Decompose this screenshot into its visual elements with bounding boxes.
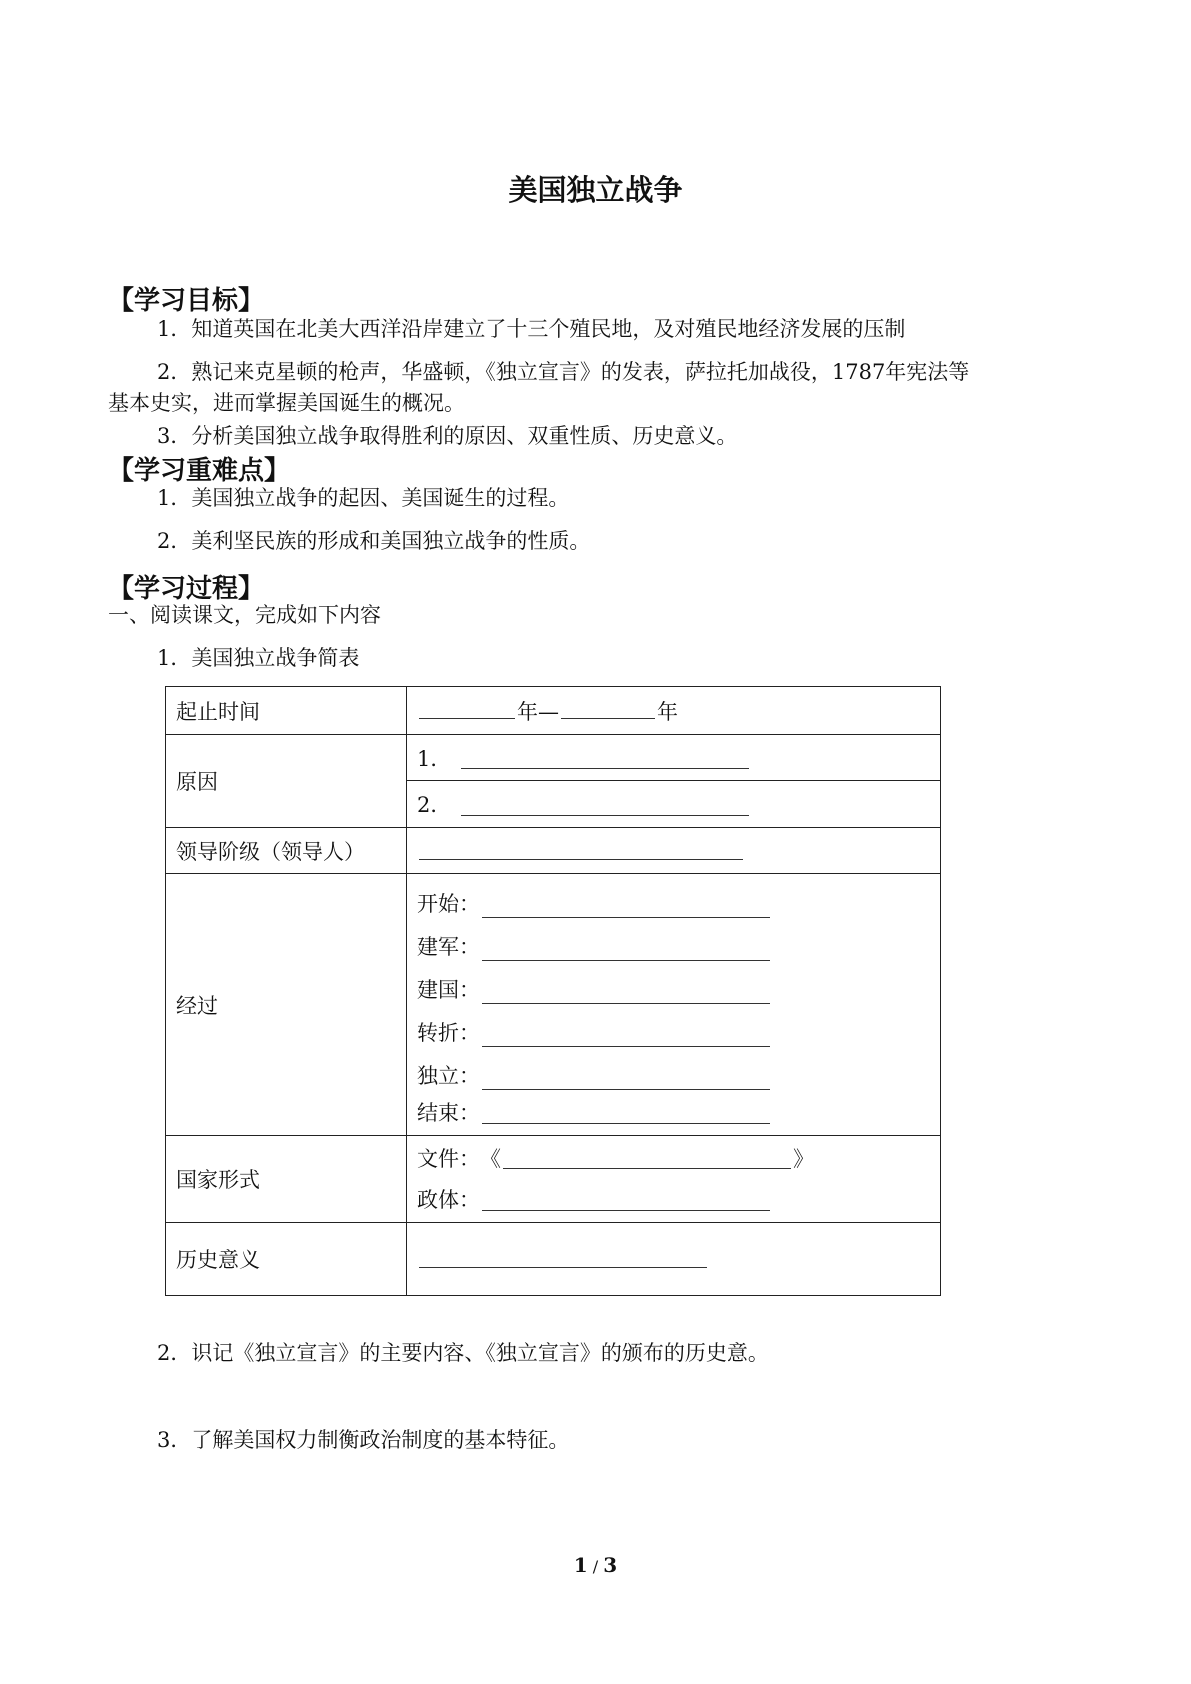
course-independence-label: 独立： bbox=[417, 1063, 480, 1088]
course-turn-label: 转折： bbox=[417, 1020, 480, 1045]
table-row bbox=[166, 828, 941, 874]
cause-2-blank[interactable] bbox=[461, 793, 749, 816]
doc-blank[interactable] bbox=[503, 1146, 791, 1169]
table-row bbox=[166, 735, 941, 828]
table-row bbox=[166, 687, 941, 735]
page-current: 1 bbox=[573, 1553, 588, 1577]
doc-label: 文件： bbox=[417, 1146, 480, 1171]
leader-label: 领导阶级（领导人） bbox=[166, 828, 407, 874]
objective-2-cont: 基本史实，进而掌握美国诞生的概况。 bbox=[108, 391, 465, 415]
cause-row-1 bbox=[407, 735, 940, 781]
course-item-state bbox=[407, 961, 940, 1004]
year-char-1: 年— bbox=[517, 699, 559, 724]
process-intro: 一、阅读课文，完成如下内容 bbox=[108, 603, 381, 627]
course-item-start bbox=[407, 875, 940, 918]
key-point-1: 1．美国独立战争的起因、美国诞生的过程。 bbox=[157, 486, 570, 510]
course-state-label: 建国： bbox=[417, 977, 480, 1002]
objective-3: 3．分析美国独立战争取得胜利的原因、双重性质、历史意义。 bbox=[157, 424, 738, 448]
doc-line bbox=[407, 1138, 940, 1178]
task-2: 2．识记《独立宣言》的主要内容、《独立宣言》的颁布的历史意。 bbox=[157, 1341, 769, 1365]
course-turn-blank[interactable] bbox=[482, 1024, 770, 1047]
objective-2: 2．熟记来克星顿的枪声，华盛顿，《独立宣言》的发表，萨拉托加战役，1787年宪法等 bbox=[157, 360, 970, 384]
state-form-label: 国家形式 bbox=[166, 1136, 407, 1223]
table-row bbox=[166, 874, 941, 1136]
polity-blank[interactable] bbox=[482, 1188, 770, 1211]
objective-1: 1．知道英国在北美大西洋沿岸建立了十三个殖民地，及对殖民地经济发展的压制 bbox=[157, 317, 906, 341]
course-label: 经过 bbox=[166, 874, 407, 1136]
doc-open-bracket: 《 bbox=[480, 1146, 501, 1171]
leader-blank[interactable] bbox=[419, 837, 743, 860]
cause-label: 原因 bbox=[166, 735, 407, 828]
course-independence-blank[interactable] bbox=[482, 1067, 770, 1090]
polity-line bbox=[407, 1178, 940, 1221]
course-end-blank[interactable] bbox=[482, 1101, 770, 1124]
significance-blank[interactable] bbox=[419, 1245, 707, 1268]
course-cell bbox=[407, 874, 941, 1136]
course-item-end bbox=[407, 1090, 940, 1135]
key-point-2: 2．美利坚民族的形成和美国独立战争的性质。 bbox=[157, 529, 591, 553]
time-label: 起止时间 bbox=[166, 687, 407, 735]
page-title: 美国独立战争 bbox=[508, 173, 683, 207]
course-army-label: 建军： bbox=[417, 934, 480, 959]
end-year-blank[interactable] bbox=[561, 696, 655, 719]
course-item-turn bbox=[407, 1004, 940, 1047]
significance-label: 历史意义 bbox=[166, 1223, 407, 1296]
cause-num-2: 2． bbox=[417, 793, 452, 817]
course-state-blank[interactable] bbox=[482, 981, 770, 1004]
significance-cell bbox=[407, 1223, 941, 1296]
process-heading: 【学习过程】 bbox=[108, 574, 265, 604]
course-item-independence bbox=[407, 1047, 940, 1090]
start-year-blank[interactable] bbox=[419, 696, 515, 719]
page-sep: / bbox=[587, 1557, 604, 1576]
year-char-2: 年 bbox=[657, 699, 678, 724]
page-total: 3 bbox=[603, 1553, 618, 1577]
course-item-army bbox=[407, 918, 940, 961]
course-army-blank[interactable] bbox=[482, 938, 770, 961]
table-caption: 1．美国独立战争简表 bbox=[157, 646, 360, 670]
course-start-blank[interactable] bbox=[482, 895, 770, 918]
table-row bbox=[166, 1223, 941, 1296]
cause-1-blank[interactable] bbox=[461, 746, 749, 769]
key-points-heading: 【学习重难点】 bbox=[108, 456, 291, 486]
cause-num-1: 1． bbox=[417, 746, 452, 771]
course-end-label: 结束： bbox=[417, 1101, 480, 1125]
time-cell bbox=[407, 687, 941, 735]
state-form-cell bbox=[407, 1136, 941, 1223]
page-number bbox=[0, 1553, 1191, 1577]
polity-label: 政体： bbox=[417, 1188, 480, 1212]
doc-close-bracket: 》 bbox=[793, 1146, 814, 1171]
war-summary-table bbox=[165, 686, 941, 1296]
task-3: 3．了解美国权力制衡政治制度的基本特征。 bbox=[157, 1428, 570, 1452]
leader-cell bbox=[407, 828, 941, 874]
objectives-heading: 【学习目标】 bbox=[108, 286, 265, 316]
course-start-label: 开始： bbox=[417, 891, 480, 916]
cause-row-2 bbox=[407, 781, 940, 827]
table-row bbox=[166, 1136, 941, 1223]
cause-cell bbox=[407, 735, 941, 828]
